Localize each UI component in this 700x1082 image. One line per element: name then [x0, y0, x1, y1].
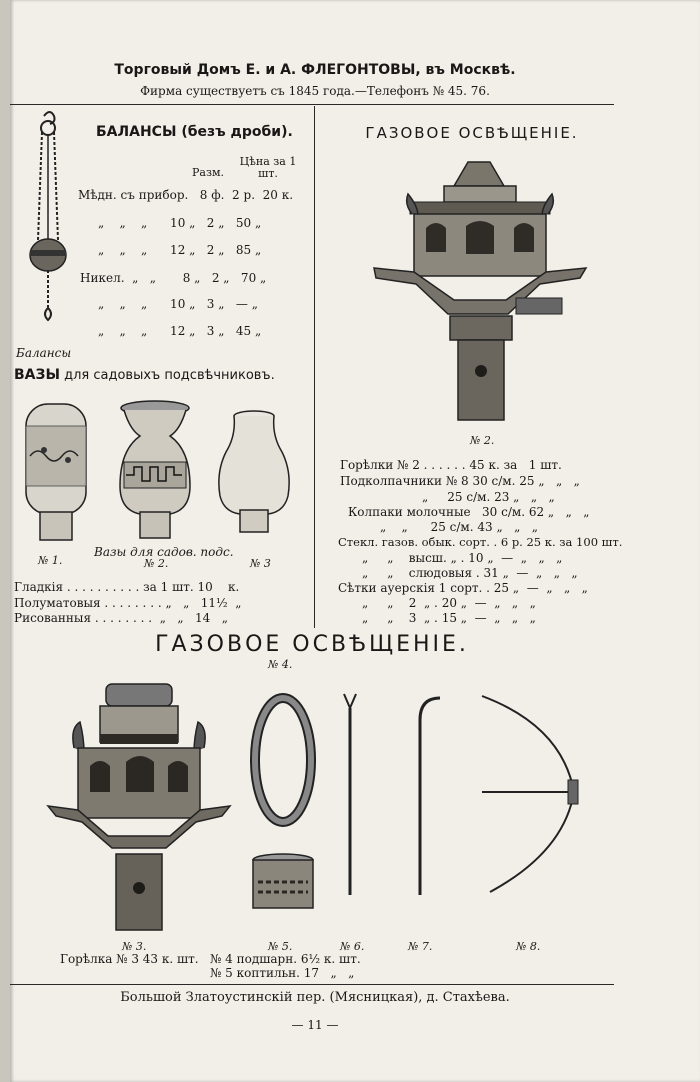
- burner-3-illustration: [44, 676, 234, 936]
- gas-price-row: Горѣлки № 2 . . . . . . 45 к. за 1 шт.: [340, 458, 562, 472]
- col-price-header: Цѣна за 1 шт.: [239, 155, 297, 180]
- vase-1-label: № 1.: [38, 554, 63, 567]
- balance-row: „ „ „ 12 „ 3 „ 45 „: [98, 324, 262, 338]
- fig-5-label: № 5.: [268, 940, 293, 953]
- page-number: — 11 —: [291, 1018, 339, 1032]
- gas-price-row: Колпаки молочные 30 с/м. 62 „ „ „: [348, 505, 590, 519]
- vase-price-row: Гладкія . . . . . . . . . . за 1 шт. 10 к.: [14, 580, 240, 594]
- vase-3-label: № 3: [250, 557, 271, 570]
- balance-row: „ „ „ 12 „ 2 „ 85 „: [98, 243, 262, 257]
- gas-price-row: Подколпачники № 8 30 с/м. 25 „ „ „: [340, 474, 580, 488]
- footer-rule: [10, 984, 614, 985]
- holder-8-illustration: [476, 692, 586, 902]
- vase-2-illustration: [110, 400, 200, 540]
- vases-title-rest: для садовыхъ подсвѣчниковъ.: [64, 368, 275, 383]
- vase-3-illustration: [214, 410, 294, 535]
- balance-illustration: [18, 110, 78, 350]
- gas-top-title: ГАЗОВОЕ ОСВѢЩЕНІЕ.: [365, 124, 579, 142]
- lighter-rod-7-illustration: [408, 690, 448, 900]
- vase-price-row: Полуматовыя . . . . . . . . „ „ 11½ „: [14, 596, 242, 610]
- fig-4-label: № 4.: [268, 658, 293, 671]
- balances-title: БАЛАНСЫ (безъ дроби).: [96, 124, 293, 140]
- gallery-5-price: № 5 коптильн. 17 „ „: [210, 966, 355, 980]
- balance-caption: Балансы: [16, 346, 72, 360]
- vases-title-bold: ВАЗЫ: [14, 367, 60, 383]
- vases-title: [14, 367, 275, 383]
- ring-4-price: № 4 подшарн. 6½ к. шт.: [210, 952, 361, 966]
- gas-price-row: „ 25 с/м. 23 „ „ „: [422, 490, 555, 504]
- vase-2-label: № 2.: [144, 557, 169, 570]
- wick-pick-6-illustration: [340, 690, 360, 900]
- balance-row: „ „ „ 10 „ 2 „ 50 „: [98, 216, 262, 230]
- fig-7-label: № 7.: [408, 940, 433, 953]
- firm-subtitle: Фирма существуетъ съ 1845 года.—Телефонъ № 45. 76.: [140, 84, 490, 98]
- gas-price-row: Сѣтки ауерскія 1 сорт. . 25 „ — „ „ „: [338, 581, 588, 595]
- burner-3-price: Горѣлка № 3 43 к. шт.: [60, 952, 199, 966]
- footer-address: Большой Златоустинскій пер. (Мясницкая), д. Стахѣева.: [120, 990, 510, 1005]
- vases-caption: Вазы для садов. подс.: [94, 545, 234, 559]
- balance-row: Никел. „ „ 8 „ 2 „ 70 „: [80, 271, 267, 285]
- fig-8-label: № 8.: [516, 940, 541, 953]
- vase-1-illustration: [16, 398, 96, 543]
- ring-4-illustration: [248, 690, 318, 830]
- vase-price-row: Рисованныя . . . . . . . . „ „ 14 „: [14, 611, 228, 625]
- firm-title: Торговый Домъ Е. и А. ФЛЕГОНТОВЫ, въ Москвѣ.: [114, 62, 516, 78]
- header-rule: [10, 104, 614, 105]
- catalog-page: [10, 0, 700, 1082]
- col-size-header: Разм.: [192, 166, 225, 179]
- gas-price-row: „ „ слюдовыя . 31 „ — „ „ „: [362, 566, 578, 580]
- gas-price-row: „ „ высш. „ . 10 „ — „ „ „: [362, 551, 563, 565]
- burner-2-illustration: [366, 156, 596, 426]
- balance-row: „ „ „ 10 „ 3 „ — „: [98, 297, 258, 311]
- balance-row: Мѣдн. съ прибор. 8 ф. 2 р. 20 к.: [78, 188, 294, 202]
- gallery-5-illustration: [250, 852, 316, 912]
- fig-3-label: № 3.: [122, 940, 147, 953]
- column-divider: [314, 106, 315, 628]
- gas-price-row: „ „ 3 „ . 15 „ — „ „ „: [362, 611, 536, 625]
- gas-price-row: „ „ 25 с/м. 43 „ „ „: [380, 520, 539, 534]
- gas-bottom-title: ГАЗОВОЕ ОСВѢЩЕНІЕ.: [155, 632, 469, 657]
- gas-price-row: „ „ 2 „ . 20 „ — „ „ „: [362, 596, 536, 610]
- fig-6-label: № 6.: [340, 940, 365, 953]
- burner-2-label: № 2.: [470, 434, 495, 447]
- gas-price-row: Стекл. газов. обык. сорт. . 6 р. 25 к. за 100 шт.: [338, 535, 623, 549]
